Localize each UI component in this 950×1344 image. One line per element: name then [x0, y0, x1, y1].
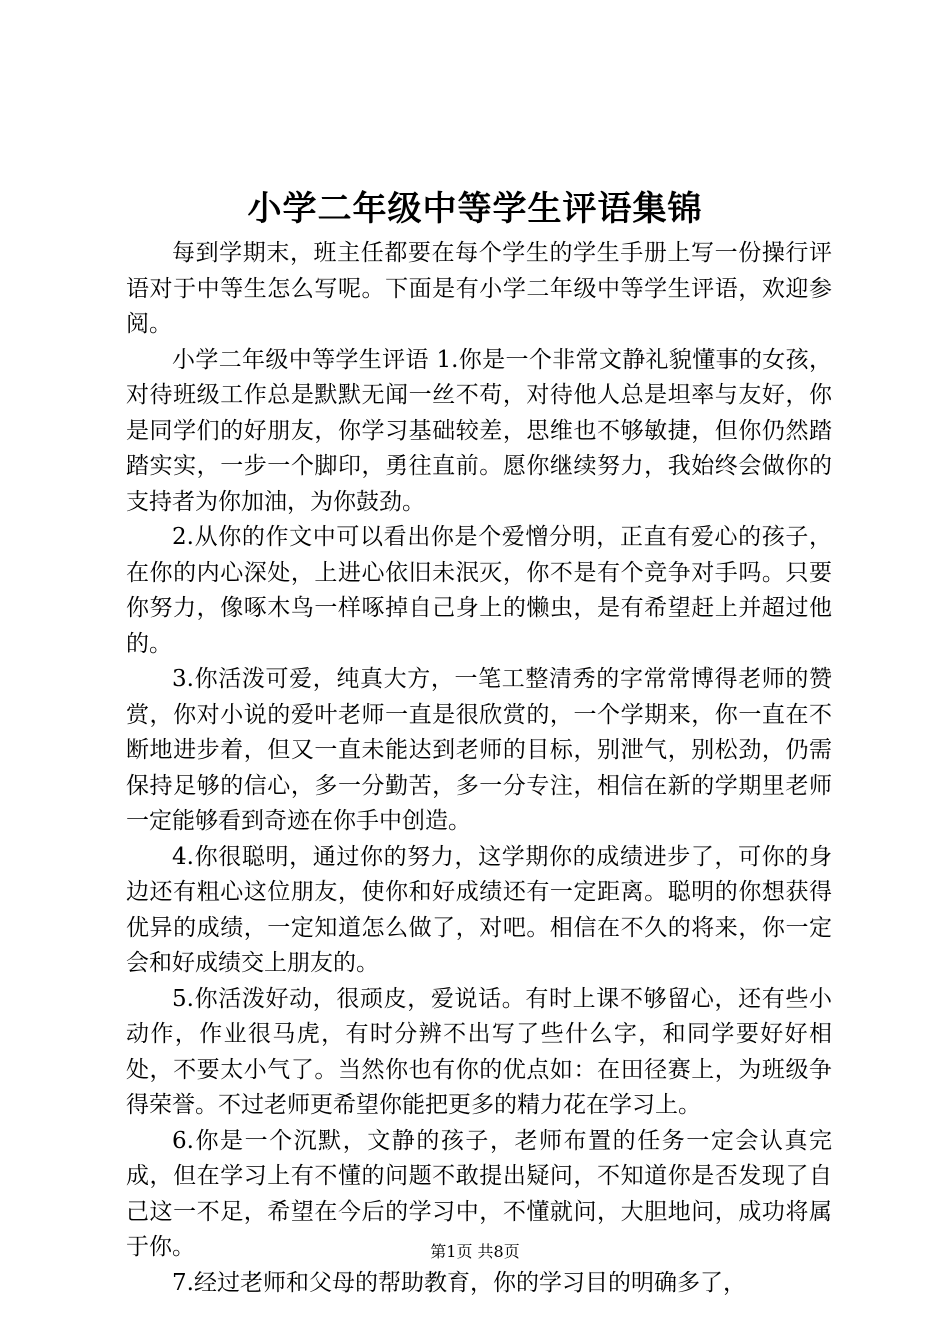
paragraph-comment-5: 5.你活泼好动，很顽皮，爱说话。有时上课不够留心，还有些小动作，作业很马虎，有时分辨不出写了些什么字，和同学要好好相处，不要太小气了。当然你也有你的优点如：在田径赛上，为班级争得荣誉。不过老师更希望你能把更多的精力花在学习上。 [126, 985, 832, 1118]
paragraph-intro: 每到学期末，班主任都要在每个学生的学生手册上写一份操行评语对于中等生怎么写呢。下面是有小学二年级中等学生评语，欢迎参阅。 [126, 240, 832, 337]
paragraph-comment-2: 2.从你的作文中可以看出你是个爱憎分明，正直有爱心的孩子，在你的内心深处，上进心依旧未泯灭，你不是有个竞争对手吗。只要你努力，像啄木鸟一样啄掉自己身上的懒虫，是有希望赶上并超过他的。 [126, 524, 832, 657]
page-number-footer: 第1页 共8页 [430, 1242, 520, 1261]
paragraph-comment-7: 7.经过老师和父母的帮助教育，你的学习目的明确多了， [172, 1269, 746, 1296]
paragraph-comment-1: 小学二年级中等学生评语 1.你是一个非常文静礼貌懂事的女孩，对待班级工作总是默默无闻一丝不苟，对待他人总是坦率与友好，你是同学们的好朋友，你学习基础较差，思维也不够敏捷，但你仍然踏踏实实，一步一个脚印，勇往直前。愿你继续努力，我始终会做你的支持者为你加油，为你鼓劲。 [126, 346, 832, 515]
paragraph-comment-4: 4.你很聪明，通过你的努力，这学期你的成绩进步了，可你的身边还有粗心这位朋友，使你和好成绩还有一定距离。聪明的你想获得优异的成绩，一定知道怎么做了，对吧。相信在不久的将来，你一定会和好成绩交上朋友的。 [126, 843, 832, 976]
paragraph-comment-3: 3.你活泼可爱，纯真大方，一笔工整清秀的字常常博得老师的赞赏，你对小说的爱叶老师一直是很欣赏的，一个学期来，你一直在不断地进步着，但又一直未能达到老师的目标，别泄气，别松劲，仍需保持足够的信心，多一分勤苦，多一分专注，相信在新的学期里老师一定能够看到奇迹在你手中创造。 [126, 666, 832, 834]
paragraph-comment-6: 6.你是一个沉默，文静的孩子，老师布置的任务一定会认真完成，但在学习上有不懂的问题不敢提出疑问，不知道你是否发现了自己这一不足，希望在今后的学习中，不懂就问，大胆地问，成功将属于你。 [126, 1127, 832, 1260]
document-title: 小学二年级中等学生评语集锦 [247, 189, 703, 229]
document-body [126, 236, 832, 1301]
